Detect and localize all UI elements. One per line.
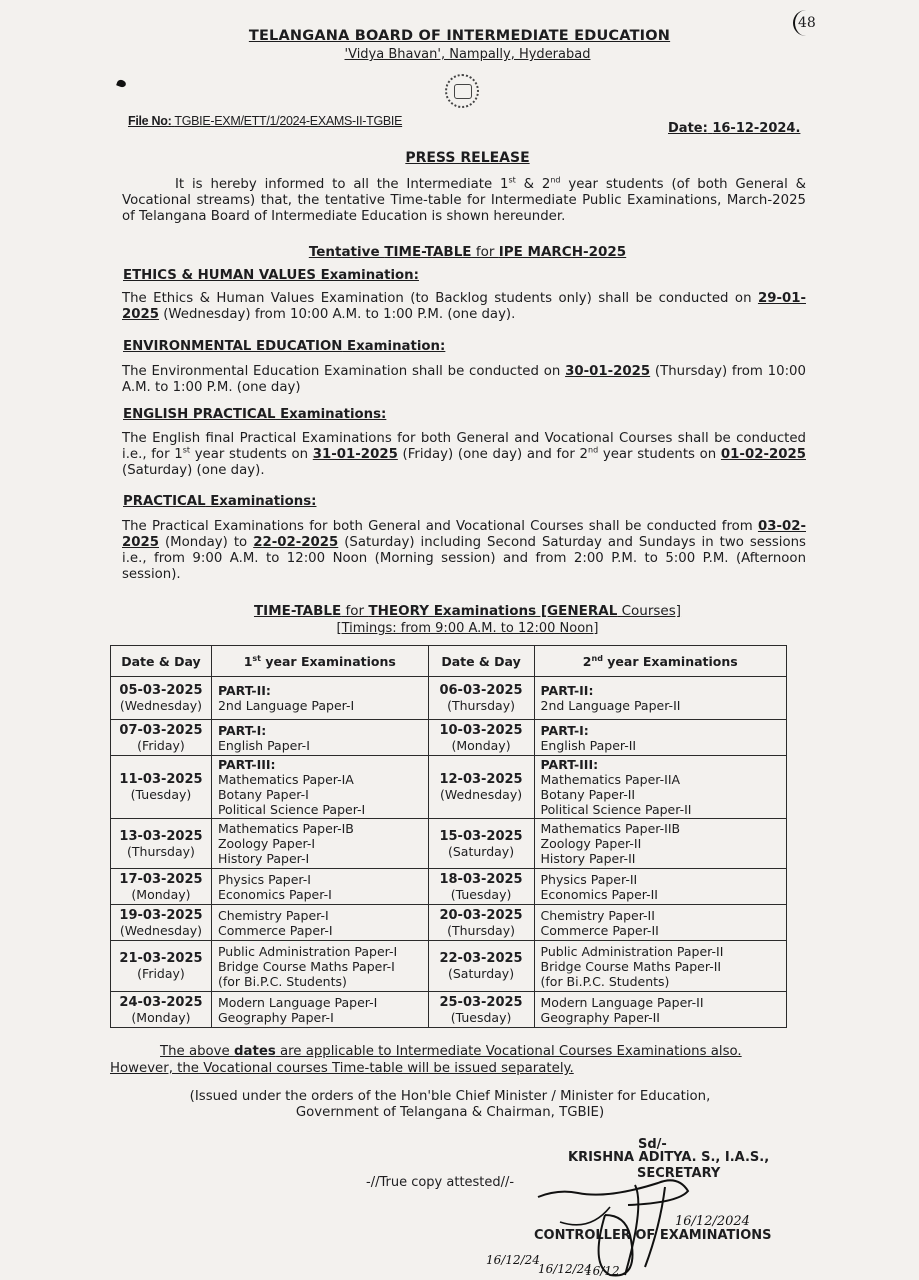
intro-paragraph: It is hereby informed to all the Intermediate 1st & 2nd year students (of both General & Vocational streams) that, the tentative Time-table for Intermediate Public Examinations, March-2025 of Telangana Board of Intermediate Education is shown hereunder. <box>122 175 806 224</box>
second-year-exam-cell <box>534 720 786 756</box>
exam-part-label: PART-III: <box>217 757 276 772</box>
exam-paper: Mathematics Paper-IIB <box>540 821 681 836</box>
theory-timings: [Timings: from 9:00 A.M. to 12:00 Noon] <box>336 621 599 636</box>
second-year-exam-cell <box>534 992 786 1028</box>
exam-paper: Mathematics Paper-IB <box>217 821 354 836</box>
exam-paper: 2nd Language Paper-I <box>217 698 355 713</box>
practical-paragraph: The Practical Examinations for both General and Vocational Courses shall be conducted from 03-02-2025 (Monday) to 22-02-2025 (Saturday) including Second Saturday and Sundays in two sessions i.e., from 9:00 A.M. to 12:00 Noon (Morning session) and from 2:00 P.M. to 5:00 P.M. (Afternoon session). <box>122 519 806 582</box>
exam-date: 25-03-2025 <box>439 994 523 1010</box>
exam-date: 05-03-2025 <box>119 683 203 698</box>
exam-date: 21-03-2025 <box>119 951 203 966</box>
table-row <box>111 819 787 869</box>
first-year-date-cell <box>111 941 212 992</box>
exam-paper: Bridge Course Maths Paper-I <box>217 958 395 974</box>
exam-paper: Mathematics Paper-IIA <box>540 772 681 787</box>
exam-paper: History Paper-I <box>217 851 310 866</box>
table-row <box>111 756 787 819</box>
english-practical-paragraph: The English final Practical Examinations for both General and Vocational Courses shall be conducted i.e., for 1st year students on 31-01-2025 (Friday) (one day) and for 2nd year students on 01-02-2025 (Saturday) (one day). <box>122 431 806 478</box>
header-first-year: 1st year Examinations <box>211 646 428 677</box>
first-year-exam-cell <box>211 756 428 819</box>
initial-1: 16/12/24 <box>486 1253 540 1267</box>
first-year-date-cell <box>111 756 212 819</box>
handwritten-date: 16/12/2024 <box>675 1214 750 1229</box>
environmental-heading: ENVIRONMENTAL EDUCATION Examination: <box>123 339 446 354</box>
second-year-date-cell <box>428 869 534 905</box>
header-second-year: 2nd year Examinations <box>534 646 786 677</box>
exam-date: 19-03-2025 <box>119 907 203 923</box>
second-year-exam-cell <box>534 869 786 905</box>
exam-part-label: PART-II: <box>217 683 271 698</box>
exam-paper: Botany Paper-I <box>217 787 309 802</box>
exam-paper: Zoology Paper-I <box>217 836 316 851</box>
initial-3: 16/12 <box>585 1264 620 1278</box>
exam-date: 06-03-2025 <box>439 683 523 698</box>
exam-day: (Tuesday) <box>130 787 192 802</box>
exam-paper: Economics Paper-II <box>540 886 658 902</box>
second-year-exam-cell <box>534 905 786 941</box>
exam-paper: Political Science Paper-II <box>540 802 692 817</box>
table-row <box>111 720 787 756</box>
board-title: TELANGANA BOARD OF INTERMEDIATE EDUCATION <box>248 28 671 44</box>
exam-day: (Monday) <box>451 737 511 753</box>
exam-date: 10-03-2025 <box>439 722 523 738</box>
initial-2: 16/12/24 <box>538 1262 592 1276</box>
file-number: File No: TGBIE-EXM/ETT/1/2024-EXAMS-II-TGBIE <box>128 114 403 128</box>
exam-part-label: PART-II: <box>540 683 594 698</box>
environmental-exam-date: 30-01-2025 <box>565 364 651 379</box>
exam-paper: Physics Paper-II <box>540 871 638 887</box>
second-year-exam-cell <box>534 756 786 819</box>
exam-paper: English Paper-I <box>217 737 310 753</box>
signed-marker: Sd/- <box>638 1137 667 1152</box>
ethics-heading: ETHICS & HUMAN VALUES Examination: <box>123 268 419 283</box>
table-row <box>111 941 787 992</box>
table-row <box>111 905 787 941</box>
board-address: 'Vidya Bhavan', Nampally, Hyderabad <box>344 47 591 62</box>
second-year-exam-cell <box>534 941 786 992</box>
exam-date: 20-03-2025 <box>439 907 523 923</box>
exam-paper: Chemistry Paper-I <box>217 907 329 923</box>
exam-paper: Modern Language Paper-II <box>540 994 704 1010</box>
ethics-paragraph: The Ethics & Human Values Examination (to Backlog students only) shall be conducted on 29-01-2025 (Wednesday) from 10:00 A.M. to 1:00 P.M. (one day). <box>122 291 806 322</box>
table-row <box>111 869 787 905</box>
exam-paper: 2nd Language Paper-II <box>540 698 681 713</box>
handwritten-page-number: 48 <box>793 10 820 36</box>
ethics-exam-date: 29-01-2025 <box>122 291 806 322</box>
first-year-date-cell <box>111 905 212 941</box>
exam-paper: Public Administration Paper-I <box>217 943 398 959</box>
exam-day: (Thursday) <box>127 843 195 859</box>
exam-paper: Political Science Paper-I <box>217 802 366 817</box>
first-year-exam-cell <box>211 819 428 869</box>
table-header-row <box>111 646 787 677</box>
exam-date: 24-03-2025 <box>119 994 203 1010</box>
second-year-date-cell <box>428 720 534 756</box>
exam-day: (Saturday) <box>447 966 515 981</box>
table-row <box>111 992 787 1028</box>
first-year-exam-cell <box>211 905 428 941</box>
signatory-name: KRISHNA ADITYA. S., I.A.S., <box>568 1150 770 1165</box>
exam-paper: Mathematics Paper-IA <box>217 772 354 787</box>
exam-day: (Thursday) <box>447 922 515 938</box>
exam-paper: Geography Paper-I <box>217 1009 334 1025</box>
second-year-date-cell <box>428 905 534 941</box>
tgbie-emblem-icon <box>445 74 479 108</box>
exam-paper: Commerce Paper-II <box>540 922 659 938</box>
second-year-date-cell <box>428 992 534 1028</box>
first-year-date-cell <box>111 677 212 720</box>
exam-day: (Friday) <box>137 966 185 981</box>
exam-paper: (for Bi.P.C. Students) <box>540 973 670 989</box>
exam-paper: Bridge Course Maths Paper-II <box>540 958 722 974</box>
exam-day: (Friday) <box>137 737 185 753</box>
exam-day: (Monday) <box>131 1009 191 1025</box>
tentative-timetable-heading: Tentative TIME-TABLE for IPE MARCH-2025 <box>308 244 627 260</box>
exam-day: (Monday) <box>131 886 191 902</box>
exam-paper: Chemistry Paper-II <box>540 907 655 923</box>
first-year-exam-cell <box>211 720 428 756</box>
second-year-date-cell <box>428 677 534 720</box>
exam-paper: Public Administration Paper-II <box>540 943 724 959</box>
first-year-exam-cell <box>211 869 428 905</box>
exam-date: 07-03-2025 <box>119 722 203 738</box>
exam-paper: Commerce Paper-I <box>217 922 333 938</box>
theory-timetable-heading: TIME-TABLE for THEORY Examinations [GENERAL Courses] <box>253 603 682 619</box>
exam-date: 17-03-2025 <box>119 871 203 887</box>
vocational-note: The above dates are applicable to Intermediate Vocational Courses Examinations also. However, the Vocational courses Time-table will be issued separately. <box>110 1044 742 1076</box>
first-year-exam-cell <box>211 992 428 1028</box>
exam-date: 15-03-2025 <box>439 828 523 844</box>
exam-paper: Botany Paper-II <box>540 787 636 802</box>
press-release-title: PRESS RELEASE <box>405 150 530 166</box>
exam-day: (Wednesday) <box>119 698 203 713</box>
header-date-2: Date & Day <box>428 646 534 677</box>
exam-paper: Economics Paper-I <box>217 886 332 902</box>
exam-date: 18-03-2025 <box>439 871 523 887</box>
second-year-date-cell <box>428 941 534 992</box>
header-date-1: Date & Day <box>111 646 212 677</box>
first-year-date-cell <box>111 819 212 869</box>
practical-heading: PRACTICAL Examinations: <box>123 494 317 509</box>
exam-date: 22-03-2025 <box>439 951 523 966</box>
ink-mark <box>116 79 127 89</box>
environmental-paragraph: The Environmental Education Examination shall be conducted on 30-01-2025 (Thursday) from 10:00 A.M. to 1:00 P.M. (one day) <box>122 364 806 395</box>
first-year-date-cell <box>111 720 212 756</box>
exam-date: 12-03-2025 <box>439 772 523 787</box>
signatory-designation: SECRETARY <box>637 1166 721 1181</box>
exam-paper: English Paper-II <box>540 737 637 753</box>
second-year-date-cell <box>428 819 534 869</box>
issued-under-orders: (Issued under the orders of the Hon'ble Chief Minister / Minister for Education, Government of Telangana & Chairman, TGBIE) <box>189 1089 711 1120</box>
exam-date: 11-03-2025 <box>119 772 203 787</box>
first-year-date-cell <box>111 869 212 905</box>
table-row <box>111 677 787 720</box>
english-practical-heading: ENGLISH PRACTICAL Examinations: <box>123 407 387 422</box>
exam-day: (Thursday) <box>447 698 515 713</box>
exam-paper: Zoology Paper-II <box>540 836 642 851</box>
exam-paper: Modern Language Paper-I <box>217 994 378 1010</box>
exam-part-label: PART-I: <box>217 722 267 738</box>
second-year-exam-cell <box>534 677 786 720</box>
exam-paper: History Paper-II <box>540 851 636 866</box>
exam-paper: Geography Paper-II <box>540 1009 660 1025</box>
second-year-exam-cell <box>534 819 786 869</box>
exam-paper: Physics Paper-I <box>217 871 311 887</box>
exam-part-label: PART-III: <box>540 757 599 772</box>
first-year-exam-cell <box>211 941 428 992</box>
exam-date: 13-03-2025 <box>119 828 203 844</box>
second-year-date-cell <box>428 756 534 819</box>
controller-of-examinations: CONTROLLER OF EXAMINATIONS <box>534 1228 772 1243</box>
exam-part-label: PART-I: <box>540 722 589 738</box>
exam-day: (Saturday) <box>447 843 515 859</box>
first-year-exam-cell <box>211 677 428 720</box>
issue-date: Date: 16-12-2024. <box>668 121 801 136</box>
true-copy-attested: -//True copy attested//- <box>366 1175 515 1190</box>
theory-timetable <box>110 645 787 1028</box>
exam-day: (Wednesday) <box>439 787 523 802</box>
exam-paper: (for Bi.P.C. Students) <box>217 973 347 989</box>
exam-day: (Wednesday) <box>119 922 203 938</box>
exam-day: (Tuesday) <box>450 886 512 902</box>
exam-day: (Tuesday) <box>450 1009 512 1025</box>
first-year-date-cell <box>111 992 212 1028</box>
